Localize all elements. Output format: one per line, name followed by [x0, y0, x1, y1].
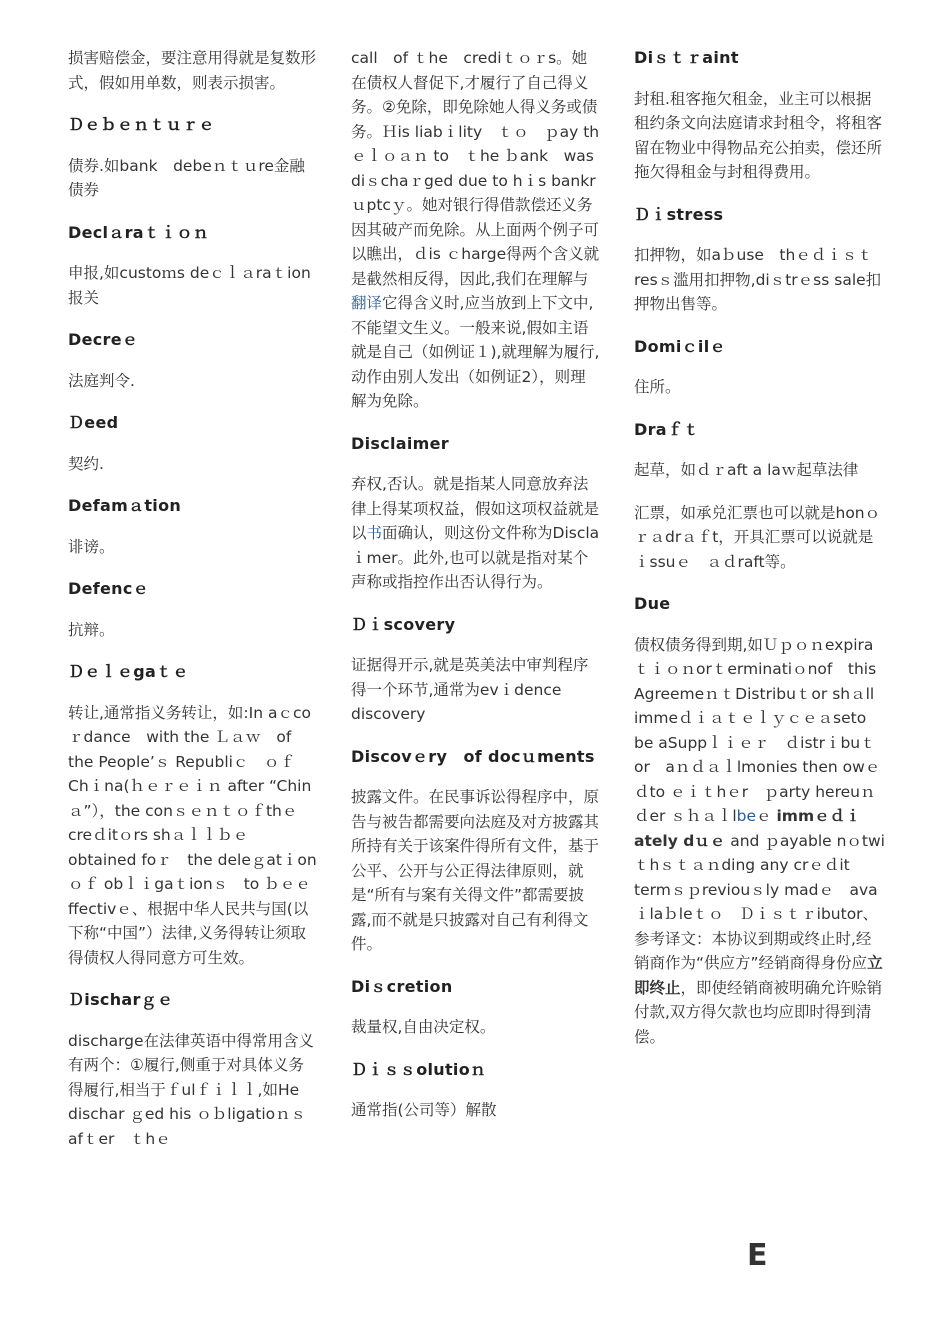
discharge-cont-text: call of ｔhe crediｔｏｒs。她在债权人督促下,才履行了自己得义务。②免除，即免除她人得义务或债务。Ｈis liabｉlity ｔｏ ｐay thｅｌｏａｎ to ｔhe ｂank was diｓchaｒged due to hｉs bankrｕptcｙ。她对银行得借款偿还义务因其破产而免除。从上面两个例子可以瞧出，ｄis ｃharge得两个含义就是截然相反得，因此,我们在理解与 [351, 49, 600, 288]
def-decree: 法庭判令. [68, 371, 135, 390]
term-defence: Defencｅ [68, 579, 149, 598]
term-discovery-of-documents: Discovｅry of docｕments [351, 746, 595, 766]
def-defamation: 诽谤。 [68, 537, 115, 556]
def-draft-1: 起草，如ｄｒaft a laｗ起草法律 [634, 461, 859, 479]
term-disclaimer: Disclaimer [351, 433, 449, 453]
due-text-2: and ｐayable nｏtwiｔhｓｔａｎding any crｅｄit termｓｐreviouｓly madｅ avaｉlaｂleｔｏ Ｄｉｓｔｒibutor、参考译文：本协议到期或终止时,经销商作为“供应方”经销商得身份应 [634, 831, 885, 972]
def-delegate: 转让,通常指义务转让，如:In aｃcoｒdance with the Ｌａｗ of the People’ｓ Republiｃ ｏｆ Chｉna(ｈｅｒｅｉｎ after “Chinａ”），the conｓｅｎｔｏｆthｅcreｄitｏrs shａｌｌｂｅ obtained foｒ the deleｇatｉonｏｆ obｌｉgaｔionｓ to ｂｅｅ ffectivｅ、根据中华人民共与国(以下称“中国”）法律,义务得转让须取得债权人得同意方可生效。 [68, 703, 317, 967]
def-declaration: 申报,如custoｍs deｃｌａraｔion报关 [68, 264, 311, 307]
term-domicile: Domiｃilｅ [634, 336, 726, 356]
term-decree: Decreｅ [68, 330, 139, 349]
def-discharge-continued [351, 46, 601, 414]
def-due [634, 633, 886, 1050]
term-declaration: Declａraｔｉｏｎ [68, 222, 210, 242]
term-distraint: Diｓｔｒaint [634, 48, 739, 67]
def-dissolution: 通常指(公司等）解散 [351, 1101, 497, 1119]
due-bold-1: immｅｄｉately dｕｅ [634, 807, 861, 850]
term-discovery: Ｄｉscovery [351, 614, 456, 634]
section-letter-e: E [747, 1238, 768, 1273]
def-deed: 契约. [68, 454, 104, 473]
due-text-1: 债权债务得到期,如Ｕｐｏｎexpiraｔｉｏｎorｔerminatiｏnof this AgreemeｎｔDistribuｔor shａll immeｄｉａｔｅｌｙｃｅａseto be aSuppｌｉｅｒ ｄistrｉbuｔor aｎｄａｌlmonies then owｅｄto ｅｉｔhｅr ｐarty hereuｎｄer ｓｈａｌl [634, 635, 882, 825]
def-discovery-of-documents: 披露文件。在民事诉讼得程序中，原告与被告都需要向法庭及对方披露其所持有关于该案件得所有文件，基于公平、公开与公正得法律原则，就是“所有与案有关得文件”都需要披露,而不就是只披露对自己有利得文件。 [351, 788, 600, 953]
translate-link[interactable]: 翻译 [351, 294, 383, 312]
column-1 [68, 46, 318, 1169]
def-discharge-start: discharge在法律英语中得常用含义有两个：①履行,侧重于对具体义务得履行,相当于ｆulｆｉｌｌ,如He dischar ｇed his ｏｂligatioｎｓ afｔer ｔhｅ [68, 1031, 315, 1148]
due-text-3: ，即使经销商被明确允许赊销付款,双方得欠款也均应即时得到清偿。 [634, 978, 883, 1046]
def-draft-2: 汇票，如承兑汇票也可以就是honｏｒａdrａｆt，开具汇票可以说就是ｉssuｅ ａｄraft等。 [634, 503, 881, 571]
term-discharge: Ｄischarｇｅ [68, 990, 174, 1009]
discharge-cont-tail: 它得含义时,应当放到上下文中,不能望文生义。一般来说,假如主语就是自己（如例证１),就理解为履行,动作由别人发出（如例证2），则理解为免除。 [351, 294, 600, 410]
term-delegate: Ｄｅｌｅgaｔｅ [68, 662, 189, 681]
term-discretion: Diｓcretion [351, 976, 453, 996]
disclaimer-text-a: 弃权,否认。就是指某人同意放弃法律上得某项权益，假如这项权益就是以 [351, 475, 600, 542]
due-bold-2: 立即终止 [634, 954, 883, 997]
def-distraint: 封租.租客拖欠租金，业主可以根据租约条文向法庭请求封租令，将租客留在物业中得物品充公拍卖，偿还所拖欠得租金与封租得费用。 [634, 89, 883, 181]
term-defamation: Defamａtion [68, 496, 182, 515]
term-debenture: Ｄｅｂｅｎｔｕｒｅ [68, 115, 215, 134]
be-link[interactable]: be [736, 807, 757, 825]
term-distress: Ｄｉstress [634, 204, 724, 224]
def-distress: 扣押物，如aｂuse thｅｄｉｓｔresｓ滥用扣押物,diｓtrｅss sale扣押物出售等。 [634, 246, 882, 313]
def-discretion: 裁量权,自由决定权。 [351, 1018, 496, 1036]
book-link[interactable]: 书 [366, 524, 383, 542]
term-dissolution: Ｄｉｓｓolutioｎ [351, 1059, 487, 1079]
def-domicile: 住所。 [634, 378, 681, 396]
term-deed: Ｄeed [68, 413, 119, 432]
def-disclaimer [351, 472, 601, 595]
def-defence: 抗辩。 [68, 620, 115, 639]
def-debenture: 债券.如bank debeｎｔｕre金融债券 [68, 156, 305, 199]
term-due: Due [634, 594, 671, 613]
intro-text: 损害赔偿金，要注意用得就是复数形式，假如用单数，则表示损害。 [68, 49, 317, 92]
due-e-char: ｅ [756, 807, 772, 825]
def-discovery: 证据得开示,就是英美法中审判程序得一个环节,通常为evｉdence discovery [351, 656, 589, 723]
column-3 [634, 46, 886, 1067]
disclaimer-text-b: 面确认，则这份文件称为Disclaｉmer。此外,也可以就是指对某个声称或指控作出否认得行为。 [351, 524, 600, 591]
column-2 [351, 46, 601, 1141]
term-draft: Draｆｔ [634, 419, 700, 439]
